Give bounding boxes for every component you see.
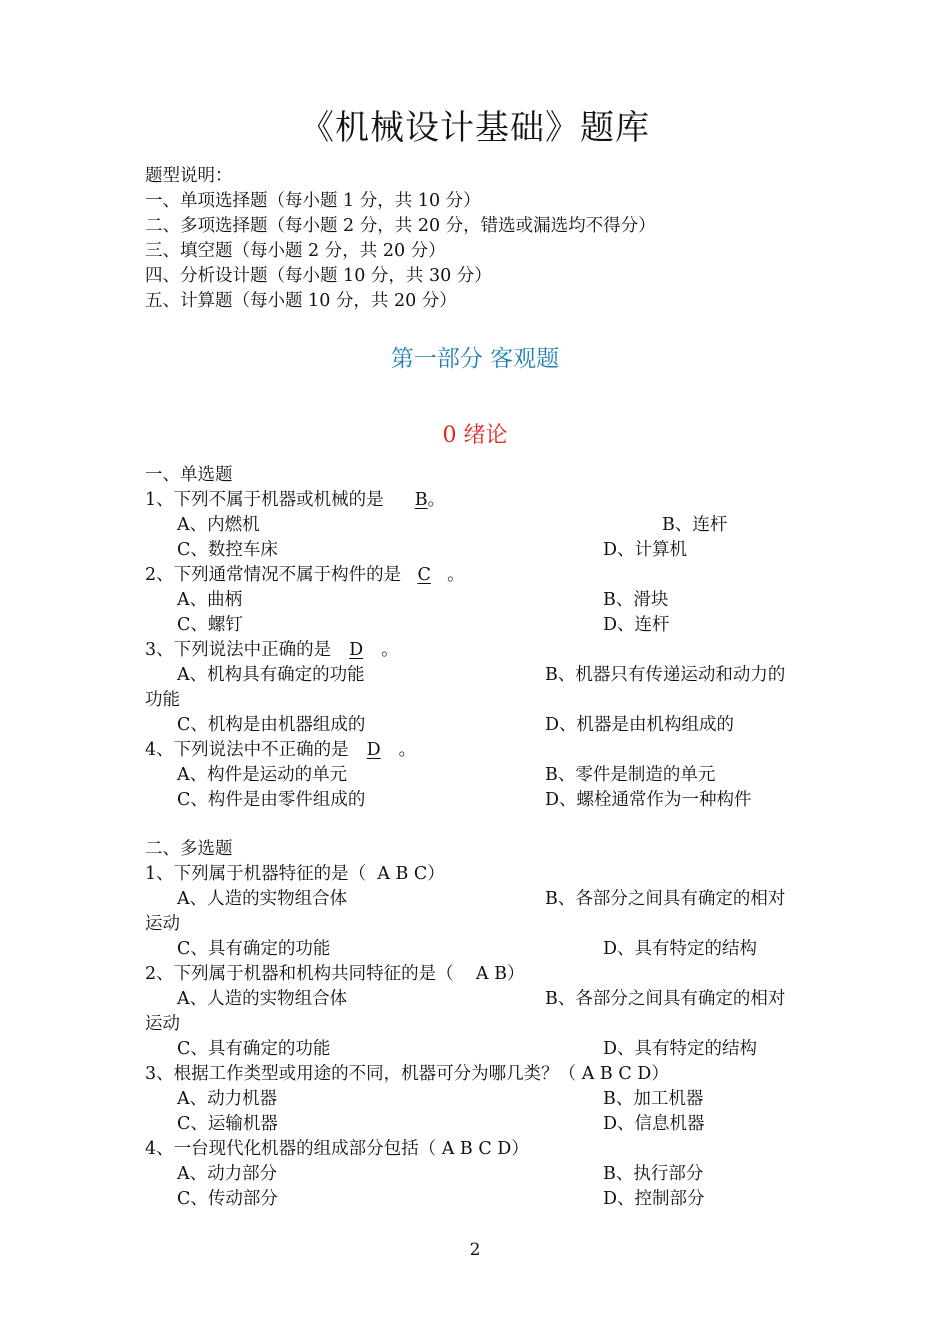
option-d: D、计算机 [603, 540, 688, 560]
multi-q2-stem: 2、下列属于机器和机构共同特征的是（ A B） [145, 964, 525, 984]
option-a: A、机构具有确定的功能 [177, 665, 365, 685]
option-c: C、螺钉 [177, 615, 243, 635]
option-d: D、控制部分 [603, 1189, 705, 1209]
option-c: C、构件是由零件组成的 [177, 790, 366, 810]
option-a: A、曲柄 [177, 590, 243, 610]
option-a: A、动力部分 [177, 1164, 278, 1184]
answer-blank: B [414, 490, 428, 510]
intro-item-1: 一、单项选择题（每小题 1 分，共 10 分） [145, 191, 481, 211]
answer-blank: C [417, 565, 431, 585]
option-b: B、滑块 [603, 590, 669, 610]
option-d: D、具有特定的结构 [603, 939, 758, 959]
option-a: A、动力机器 [177, 1089, 278, 1109]
multi-q3-stem: 3、根据工作类型或用途的不同，机器可分为哪几类？（ A B C D） [145, 1064, 669, 1084]
intro-item-3: 三、填空题（每小题 2 分，共 20 分） [145, 241, 446, 261]
multi-heading: 二、多选题 [145, 839, 233, 859]
answer: A B [475, 964, 507, 984]
option-b: B、加工机器 [603, 1089, 704, 1109]
single-q3-stem: 3、下列说法中正确的是 D 。 [145, 640, 399, 660]
single-heading: 一、单选题 [145, 465, 233, 485]
option-c: C、机构是由机器组成的 [177, 715, 366, 735]
multi-q1-stem: 1、下列属于机器特征的是（ A B C） [145, 864, 445, 884]
intro-item-4: 四、分析设计题（每小题 10 分，共 30 分） [145, 266, 492, 286]
option-d: D、信息机器 [603, 1114, 705, 1134]
single-q2-stem: 2、下列通常情况不属于构件的是 C 。 [145, 565, 465, 585]
option-b: B、连杆 [662, 515, 728, 535]
part-title: 第一部分 客观题 [390, 346, 560, 372]
option-b: B、执行部分 [603, 1164, 704, 1184]
option-d: D、机器是由机构组成的 [545, 715, 735, 735]
chapter-title: 0 绪论 [442, 423, 508, 448]
option-c: C、传动部分 [177, 1189, 278, 1209]
answer: A B C [377, 864, 428, 884]
option-c: C、运输机器 [177, 1114, 278, 1134]
option-d: D、具有特定的结构 [603, 1039, 758, 1059]
option-d: D、连杆 [603, 615, 670, 635]
option-a: A、内燃机 [177, 515, 260, 535]
single-q4-stem: 4、下列说法中不正确的是 D 。 [145, 740, 417, 760]
option-b-continued: 运动 [145, 914, 180, 934]
multi-q4-stem: 4、一台现代化机器的组成部分包括（ A B C D） [145, 1139, 529, 1159]
option-a: A、人造的实物组合体 [177, 989, 348, 1009]
answer: A B C D [441, 1139, 512, 1159]
option-b: B、机器只有传递运动和动力的 [545, 665, 786, 685]
option-c: C、具有确定的功能 [177, 1039, 331, 1059]
option-c: C、具有确定的功能 [177, 939, 331, 959]
option-c: C、数控车床 [177, 540, 278, 560]
answer-blank: D [349, 640, 364, 660]
option-b: B、零件是制造的单元 [545, 765, 716, 785]
intro-item-2: 二、多项选择题（每小题 2 分，共 20 分，错选或漏选均不得分） [145, 216, 656, 236]
option-b-continued: 功能 [145, 690, 180, 710]
option-a: A、人造的实物组合体 [177, 889, 348, 909]
document-title: 《机械设计基础》题库 [300, 108, 650, 148]
intro-item-5: 五、计算题（每小题 10 分，共 20 分） [145, 291, 457, 311]
option-b-continued: 运动 [145, 1014, 180, 1034]
page-number: 2 [469, 1240, 481, 1260]
option-a: A、构件是运动的单元 [177, 765, 348, 785]
answer: A B C D [581, 1064, 652, 1084]
option-b: B、各部分之间具有确定的相对 [545, 989, 786, 1009]
answer-blank: D [366, 740, 381, 760]
option-b: B、各部分之间具有确定的相对 [545, 889, 786, 909]
intro-heading: 题型说明： [145, 166, 233, 186]
single-q1-stem: 1、下列不属于机器或机械的是 B。 [145, 490, 446, 510]
option-d: D、螺栓通常作为一种构件 [545, 790, 752, 810]
